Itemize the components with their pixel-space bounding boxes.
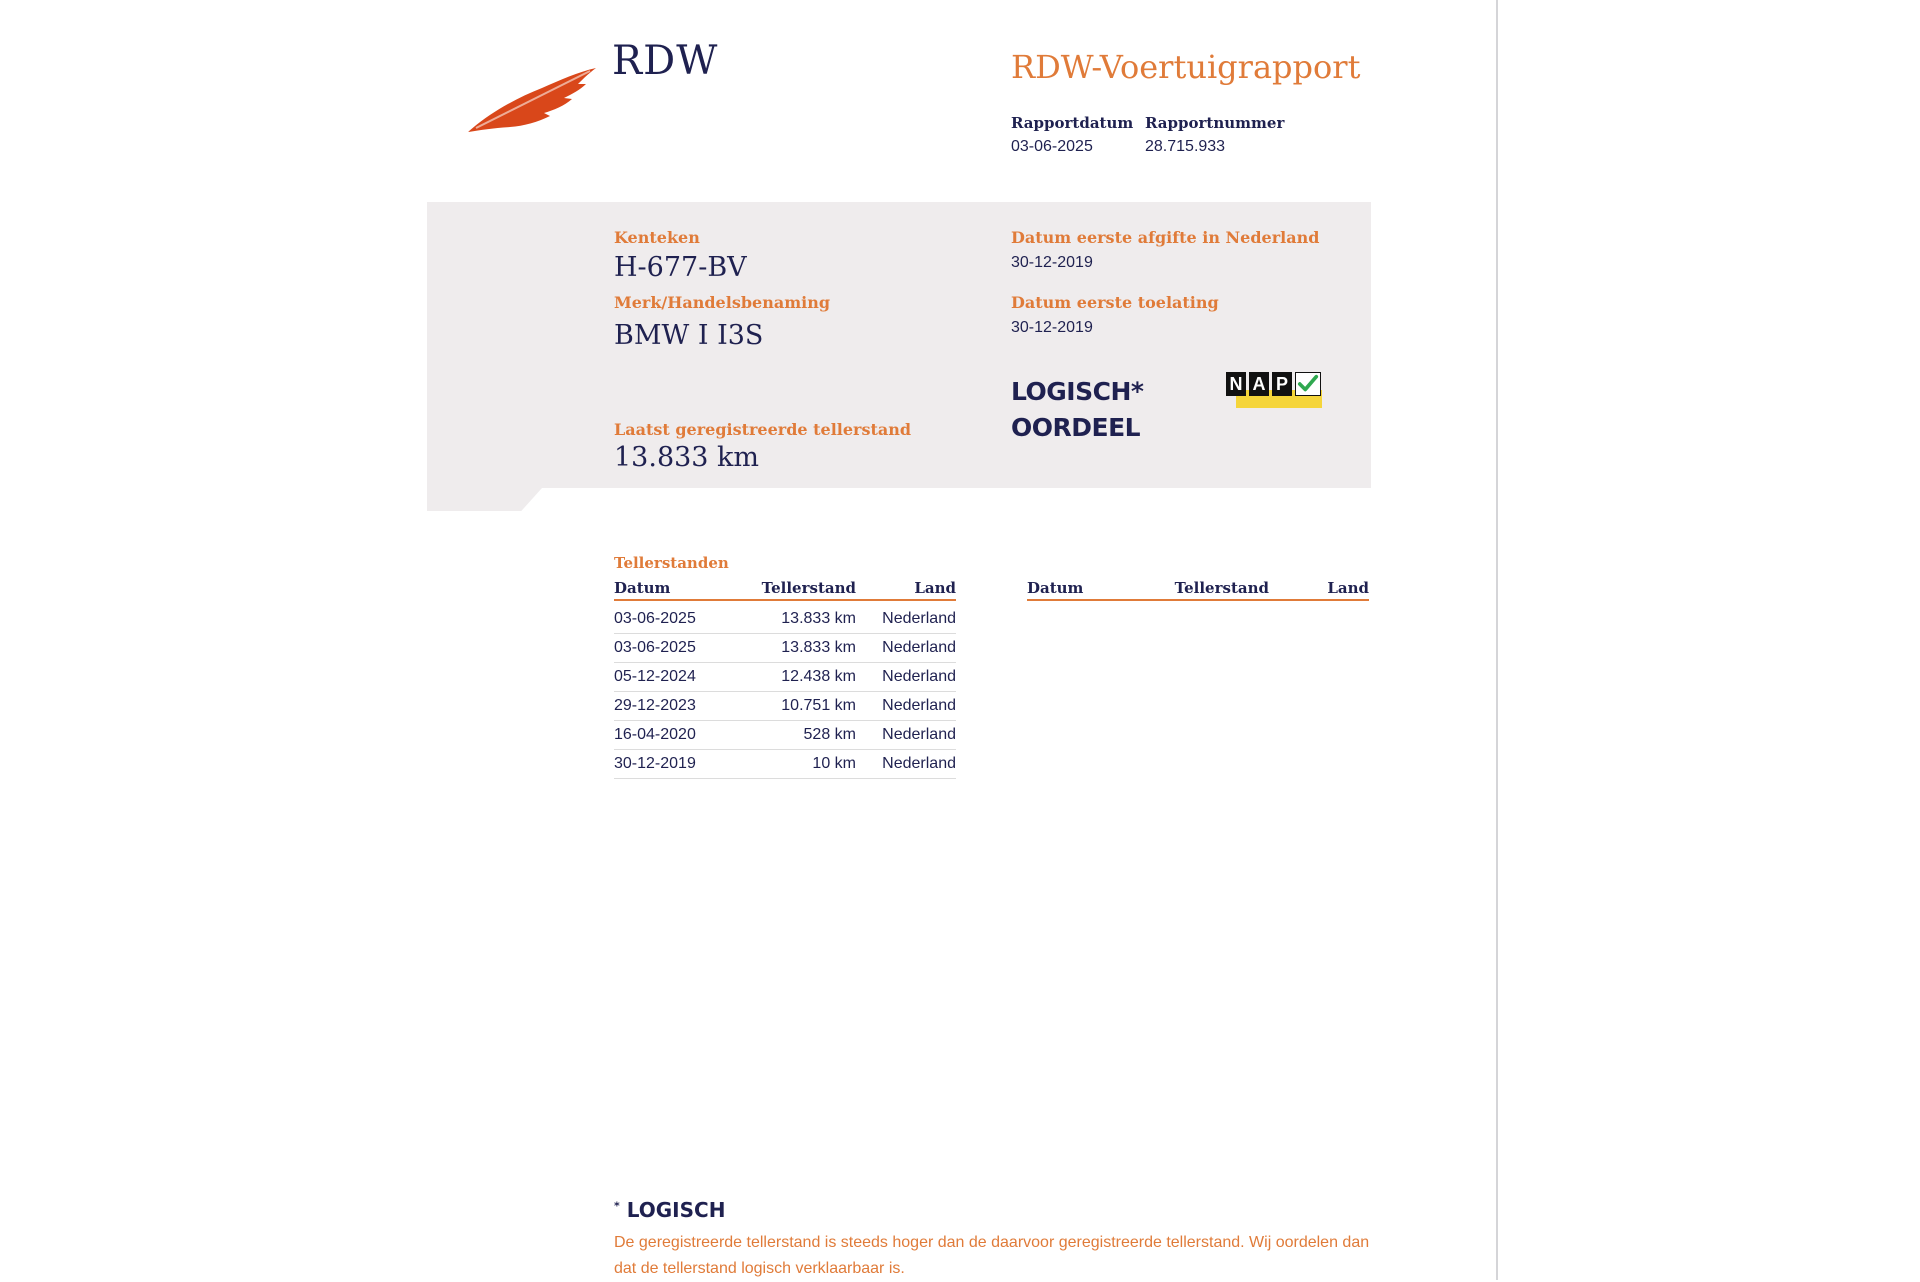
- readings-table: [614, 578, 956, 779]
- verdict-line-1: LOGISCH*: [1011, 377, 1144, 406]
- table-row: [614, 634, 956, 663]
- table-header-right: [1027, 578, 1369, 601]
- odometer-label: Laatst geregistreerde tellerstand: [614, 420, 912, 439]
- page-edge-divider: [1496, 0, 1498, 1280]
- column-header-country-right: Land: [1327, 579, 1369, 597]
- table-row: [614, 721, 956, 750]
- cell-country: Nederland: [882, 697, 956, 714]
- report-title: RDW-Voertuigrapport: [1011, 48, 1361, 86]
- brand-name: RDW: [612, 38, 719, 84]
- cell-date: 03-06-2025: [614, 610, 696, 627]
- cell-country: Nederland: [882, 639, 956, 656]
- verdict: [1011, 374, 1143, 446]
- readings-table-right: [1027, 578, 1369, 601]
- cell-country: Nederland: [882, 610, 956, 627]
- cell-date: 30-12-2019: [614, 755, 696, 772]
- nap-badge: [1226, 372, 1324, 412]
- cell-reading: 10.751 km: [781, 697, 856, 714]
- first-registration-nl-value: 30-12-2019: [1011, 254, 1093, 271]
- cell-reading: 528 km: [803, 726, 856, 743]
- table-header: [614, 578, 956, 601]
- report-number-label: Rapportnummer: [1145, 114, 1285, 132]
- plate-label: Kenteken: [614, 228, 700, 247]
- footnote-text: De geregistreerde tellerstand is steeds hoger dan de daarvoor geregistreerde tellerstand. Wij oordelen dan dat de tellerstand logisch verklaarbaar is.: [614, 1234, 1370, 1277]
- check-icon: [1295, 372, 1321, 396]
- plate-value: H-677-BV: [614, 252, 747, 283]
- readings-title: Tellerstanden: [614, 554, 729, 572]
- make-value: BMW I I3S: [614, 320, 764, 351]
- first-admission-label: Datum eerste toelating: [1011, 293, 1219, 312]
- nap-letter-a: A: [1249, 372, 1269, 396]
- nap-letter-n: N: [1226, 372, 1246, 396]
- panel-tab-decoration: [427, 488, 542, 511]
- report-date: 03-06-2025: [1011, 138, 1093, 155]
- cell-country: Nederland: [882, 726, 956, 743]
- make-label: Merk/Handelsbenaming: [614, 293, 831, 312]
- cell-country: Nederland: [882, 755, 956, 772]
- cell-country: Nederland: [882, 668, 956, 685]
- cell-date: 05-12-2024: [614, 668, 696, 685]
- footnote-marker: *: [614, 1199, 620, 1213]
- cell-reading: 13.833 km: [781, 639, 856, 656]
- rdw-feather-logo-icon: [468, 62, 598, 134]
- table-row: [614, 750, 956, 779]
- column-header-country: Land: [914, 579, 956, 597]
- cell-reading: 10 km: [812, 755, 856, 772]
- cell-date: 29-12-2023: [614, 697, 696, 714]
- table-row: [614, 605, 956, 634]
- cell-date: 03-06-2025: [614, 639, 696, 656]
- column-header-date: Datum: [614, 579, 671, 597]
- column-header-reading: Tellerstand: [761, 579, 856, 597]
- column-header-date-right: Datum: [1027, 579, 1084, 597]
- cell-date: 16-04-2020: [614, 726, 696, 743]
- footnote-title-text: LOGISCH: [626, 1198, 726, 1222]
- verdict-line-2: OORDEEL: [1011, 413, 1141, 442]
- odometer-value: 13.833 km: [614, 442, 760, 473]
- column-header-reading-right: Tellerstand: [1174, 579, 1269, 597]
- first-registration-nl-label: Datum eerste afgifte in Nederland: [1011, 228, 1320, 247]
- report-number: 28.715.933: [1145, 138, 1226, 155]
- nap-letter-p: P: [1272, 372, 1292, 396]
- footnote-title: [614, 1198, 725, 1222]
- table-row: [614, 692, 956, 721]
- cell-reading: 12.438 km: [781, 668, 856, 685]
- cell-reading: 13.833 km: [781, 610, 856, 627]
- first-admission-value: 30-12-2019: [1011, 319, 1093, 336]
- table-row: [614, 663, 956, 692]
- report-date-label: Rapportdatum: [1011, 114, 1134, 132]
